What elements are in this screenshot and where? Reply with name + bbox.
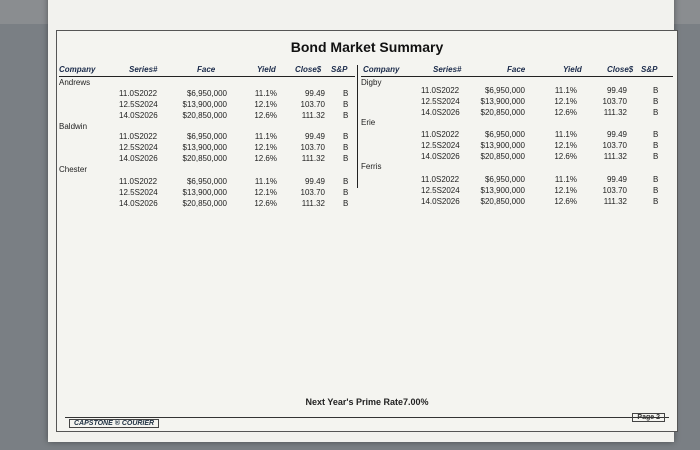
company-digby: Digby	[361, 78, 382, 87]
company-baldwin: Baldwin	[59, 122, 88, 131]
prime-rate: Next Year's Prime Rate7.00%	[305, 397, 429, 407]
header-series-left: Series#	[129, 65, 158, 74]
footer-rule	[65, 417, 669, 418]
header-face-right: Face	[507, 65, 526, 74]
ferris-close: 99.49 103.70 111.32	[602, 175, 627, 206]
page-number: Page 2	[632, 413, 665, 422]
header-close-right: Close$	[607, 65, 634, 74]
header-company-right: Company	[363, 65, 400, 74]
andrews-yield: 11.1% 12.1% 12.6%	[254, 89, 277, 120]
header-sp-left: S&P	[331, 65, 348, 74]
company-ferris: Ferris	[361, 162, 382, 171]
ferris-face: $6,950,000 $13,900,000 $20,850,000	[480, 175, 525, 206]
ferris-yield: 11.1% 12.1% 12.6%	[554, 175, 577, 206]
erie-yield: 11.1% 12.1% 12.6%	[554, 130, 577, 161]
digby-sp: B B B	[653, 86, 659, 117]
capstone-courier-logo: CAPSTONE ® COURIER	[69, 419, 159, 428]
header-face-left: Face	[197, 65, 216, 74]
baldwin-sp: B B B	[343, 132, 349, 163]
header-yield-left: Yield	[257, 65, 276, 74]
baldwin-series: 11.0S2022 12.5S2024 14.0S2026	[119, 132, 158, 163]
header-close-left: Close$	[295, 65, 322, 74]
andrews-sp: B B B	[343, 89, 349, 120]
baldwin-face: $6,950,000 $13,900,000 $20,850,000	[182, 132, 227, 163]
andrews-series: 11.0S2022 12.5S2024 14.0S2026	[119, 89, 158, 120]
chester-series: 11.0S2022 12.5S2024 14.0S2026	[119, 177, 158, 208]
header-yield-right: Yield	[563, 65, 582, 74]
andrews-close: 99.49 103.70 111.32	[300, 89, 325, 120]
digby-close: 99.49 103.70 111.32	[602, 86, 627, 117]
ferris-sp: B B B	[653, 175, 659, 206]
company-erie: Erie	[361, 118, 376, 127]
digby-series: 11.0S2022 12.5S2024 14.0S2026	[421, 86, 460, 117]
erie-close: 99.49 103.70 111.32	[602, 130, 627, 161]
baldwin-yield: 11.1% 12.1% 12.6%	[254, 132, 277, 163]
column-divider	[357, 65, 358, 188]
company-andrews: Andrews	[59, 78, 91, 87]
baldwin-close: 99.49 103.70 111.32	[300, 132, 325, 163]
digby-yield: 11.1% 12.1% 12.6%	[554, 86, 577, 117]
erie-series: 11.0S2022 12.5S2024 14.0S2026	[421, 130, 460, 161]
header-rule-right	[361, 76, 673, 77]
andrews-face: $6,950,000 $13,900,000 $20,850,000	[182, 89, 227, 120]
chester-face: $6,950,000 $13,900,000 $20,850,000	[182, 177, 227, 208]
page-title: Bond Market Summary	[290, 39, 444, 55]
chester-sp: B B B	[343, 177, 349, 208]
erie-sp: B B B	[653, 130, 659, 161]
chester-close: 99.49 103.70 111.32	[300, 177, 325, 208]
erie-face: $6,950,000 $13,900,000 $20,850,000	[480, 130, 525, 161]
header-rule-left	[59, 76, 355, 77]
chester-yield: 11.1% 12.1% 12.6%	[254, 177, 277, 208]
company-chester: Chester	[59, 165, 88, 174]
header-company-left: Company	[59, 65, 96, 74]
ferris-series: 11.0S2022 12.5S2024 14.0S2026	[421, 175, 460, 206]
report-frame	[56, 30, 678, 432]
digby-face: $6,950,000 $13,900,000 $20,850,000	[480, 86, 525, 117]
header-series-right: Series#	[433, 65, 462, 74]
header-sp-right: S&P	[641, 65, 658, 74]
